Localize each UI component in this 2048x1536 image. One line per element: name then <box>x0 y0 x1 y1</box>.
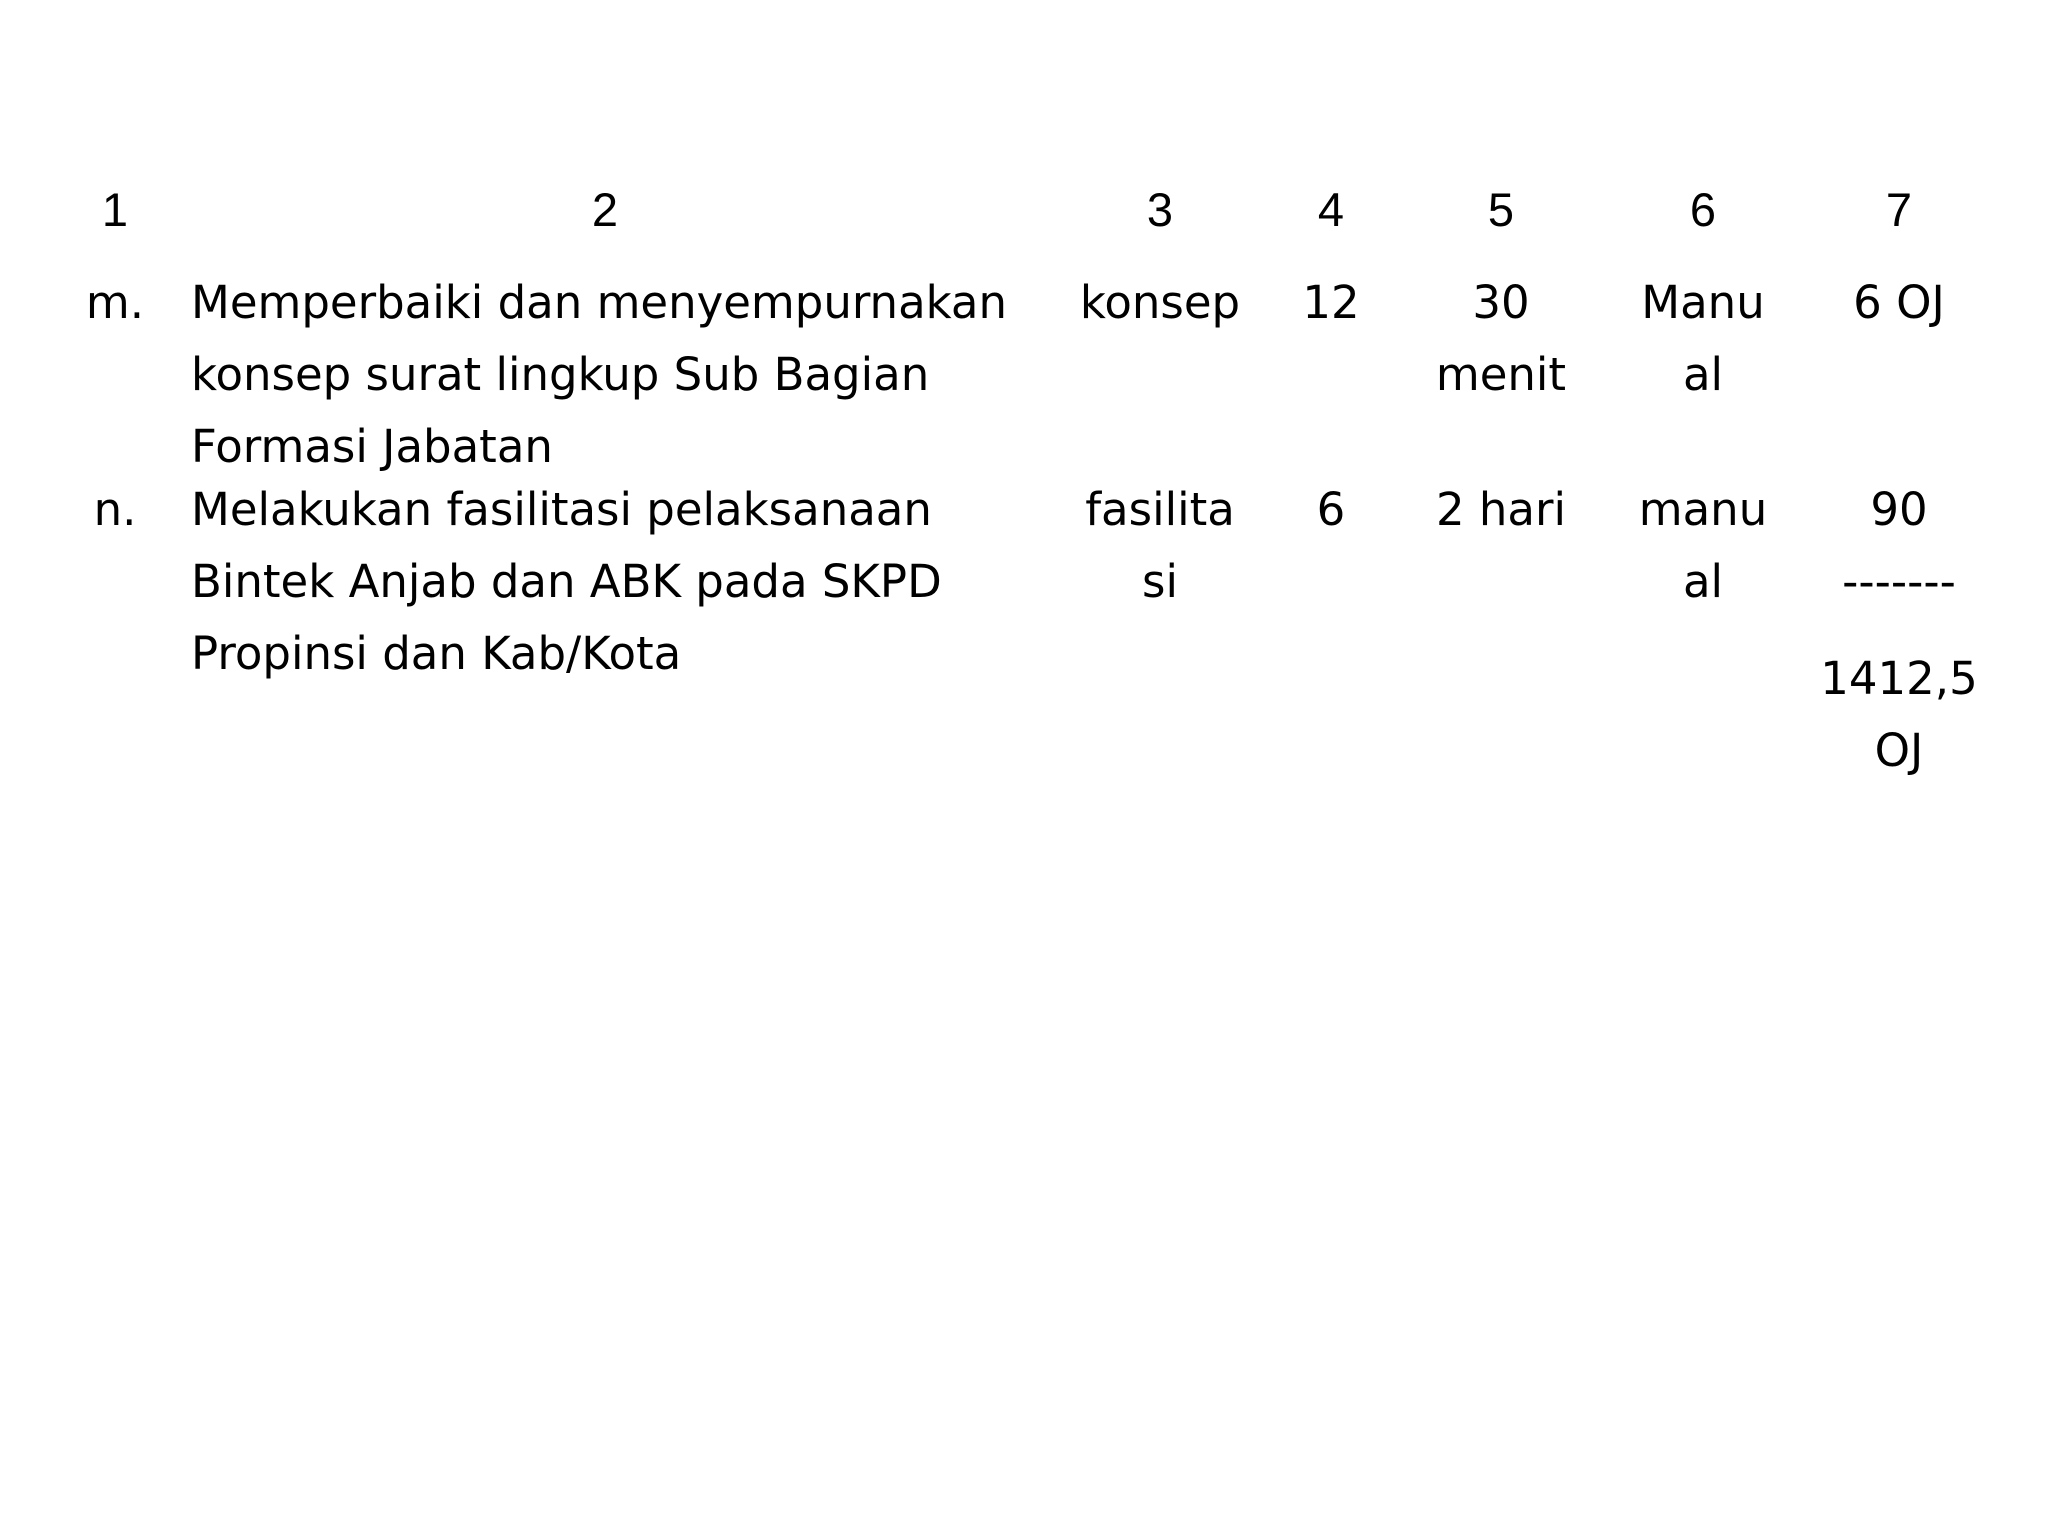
row-time: 2 hari <box>1435 483 1567 536</box>
header-col-3: 3 <box>1146 183 1174 236</box>
row-description-line: Formasi Jabatan <box>191 420 553 473</box>
row-description-line: Bintek Anjab dan ABK pada SKPD <box>191 555 942 608</box>
header-col-2: 2 <box>591 183 619 236</box>
header-col-7: 7 <box>1885 183 1913 236</box>
row-method-line: al <box>1682 348 1724 401</box>
row-description-line: konsep surat lingkup Sub Bagian <box>191 348 930 401</box>
row-output-line: fasilita <box>1085 483 1235 536</box>
row-number: n. <box>93 483 137 536</box>
header-col-6: 6 <box>1689 183 1717 236</box>
row-volume: 12 <box>1302 276 1360 329</box>
row-description-line: Propinsi dan Kab/Kota <box>191 627 682 680</box>
row-output: konsep <box>1079 276 1241 329</box>
total-value: 1412,5 <box>1820 652 1978 705</box>
header-col-5: 5 <box>1487 183 1515 236</box>
row-time-line: menit <box>1435 348 1567 401</box>
row-result-line: 90 <box>1870 483 1928 536</box>
row-method-line: al <box>1682 555 1724 608</box>
row-result: 6 OJ <box>1853 276 1945 329</box>
total-unit: OJ <box>1874 724 1924 777</box>
header-col-1: 1 <box>101 183 129 236</box>
row-description-line: Memperbaiki dan menyempurnakan <box>191 276 1008 329</box>
row-output-line: si <box>1142 555 1178 608</box>
row-number: m. <box>85 276 145 329</box>
row-method-line: Manu <box>1641 276 1765 329</box>
row-time-line: 30 <box>1472 276 1530 329</box>
total-separator: ------- <box>1842 555 1956 608</box>
row-method-line: manu <box>1638 483 1768 536</box>
header-col-4: 4 <box>1317 183 1345 236</box>
row-description-line: Melakukan fasilitasi pelaksanaan <box>191 483 932 536</box>
row-volume: 6 <box>1316 483 1346 536</box>
